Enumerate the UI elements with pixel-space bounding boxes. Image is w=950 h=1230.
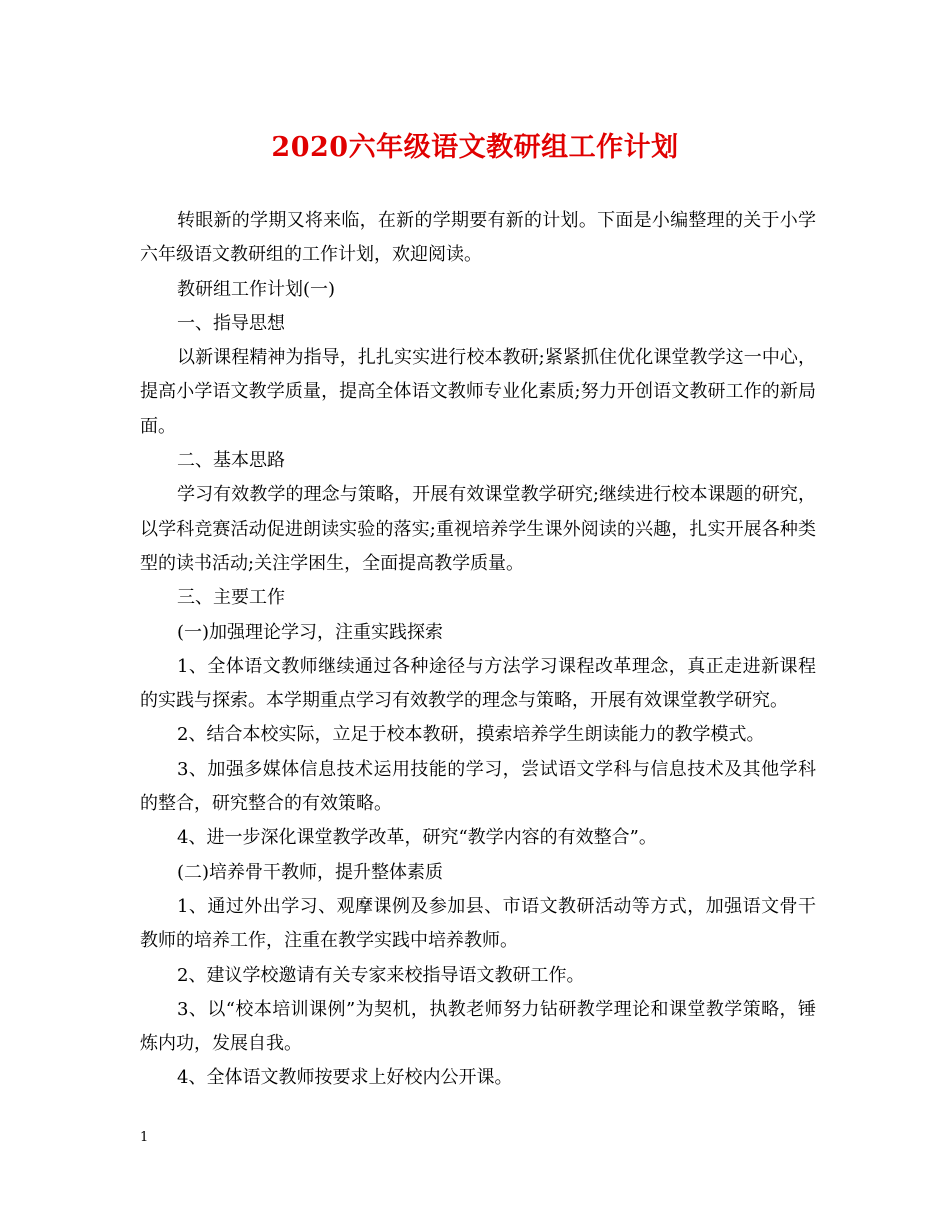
list-item: 3、加强多媒体信息技术运用技能的学习，尝试语文学科与信息技术及其他学科的整合，研究整合的有效策略。 (140, 758, 816, 815)
list-item: 1、全体语文教师继续通过各种途径与方法学习课程改革理念，真正走进新课程的实践与探索。本学期重点学习有效教学的理念与策略，开展有效课堂教学研究。 (140, 655, 816, 712)
list-item: 3、以“校本培训课例”为契机，执教老师努力钻研教学理论和课堂教学策略，锤炼内功，发展自我。 (140, 998, 816, 1055)
paragraph-basic-approach: 学习有效教学的理念与策略，开展有效课堂教学研究;继续进行校本课题的研究，以学科竞赛活动促进朗读实验的落实;重视培养学生课外阅读的兴趣，扎实开展各种类型的读书活动;关注学困生，全面提高教学质量。 (140, 484, 816, 574)
subheading-theory-study: (一)加强理论学习，注重实践探索 (177, 621, 444, 643)
section-heading-main-work: 三、主要工作 (177, 587, 285, 609)
page-number: 1 (140, 1130, 149, 1145)
list-item: 2、结合本校实际，立足于校本教研，摸索培养学生朗读能力的教学模式。 (177, 724, 765, 746)
list-item: 4、进一步深化课堂教学改革，研究“教学内容的有效整合”。 (177, 827, 657, 849)
paragraph-guiding-thought: 以新课程精神为指导，扎扎实实进行校本教研;紧紧抓住优化课堂教学这一中心，提高小学语文教学质量，提高全体语文教师专业化素质;努力开创语文教研工作的新局面。 (140, 347, 816, 437)
list-item: 4、全体语文教师按要求上好校内公开课。 (177, 1067, 513, 1089)
section-heading-plan-one: 教研组工作计划(一) (177, 278, 336, 300)
list-item: 1、通过外出学习、观摩课例及参加县、市语文教研活动等方式，加强语文骨干教师的培养工作，注重在教学实践中培养教师。 (140, 895, 816, 952)
document-body (140, 204, 816, 1096)
subheading-key-teachers: (二)培养骨干教师，提升整体素质 (177, 861, 444, 883)
section-heading-guiding-thought: 一、指导思想 (177, 312, 285, 334)
paragraph-intro: 转眼新的学期又将来临，在新的学期要有新的计划。下面是小编整理的关于小学六年级语文教研组的工作计划，欢迎阅读。 (140, 210, 816, 266)
page-title: 2020六年级语文教研组工作计划 (271, 132, 679, 163)
section-heading-basic-approach: 二、基本思路 (177, 450, 285, 472)
list-item: 2、建议学校邀请有关专家来校指导语文教研工作。 (177, 964, 585, 986)
